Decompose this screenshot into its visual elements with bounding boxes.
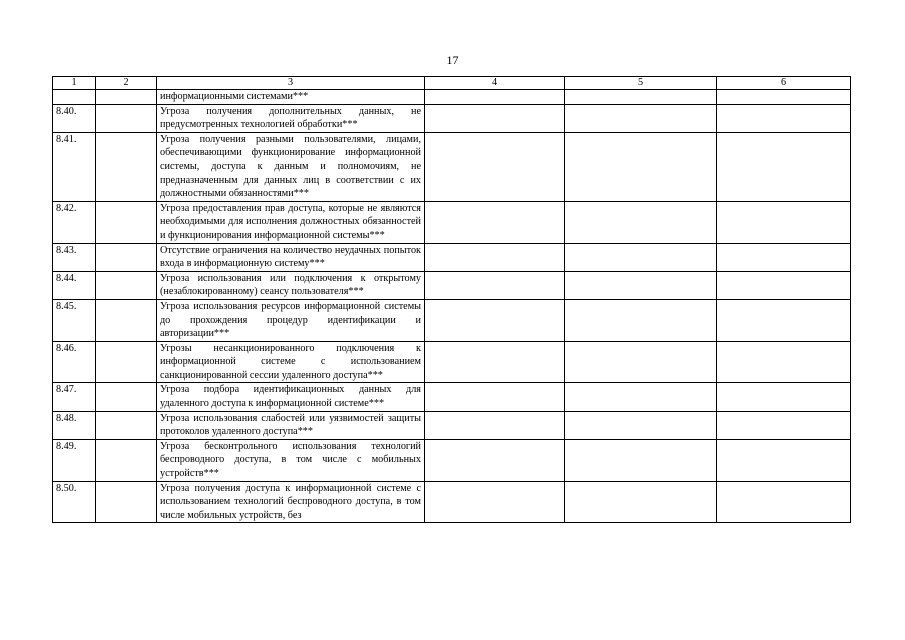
cell-col6 xyxy=(717,271,851,299)
table-header-row xyxy=(53,77,851,90)
cell-number: 8.45. xyxy=(53,299,96,341)
cell-col5 xyxy=(565,90,717,105)
cell-number: 8.48. xyxy=(53,411,96,439)
cell-col2 xyxy=(96,411,157,439)
cell-text: Угрозы несанкционированного подключения к информационной системе с использованием санкционированной сессии удаленного доступа*** xyxy=(157,341,425,383)
cell-text: Угроза использования слабостей или уязвимостей защиты протоколов удаленного доступа*** xyxy=(157,411,425,439)
table-row-continuation xyxy=(53,90,851,105)
cell-col5 xyxy=(565,481,717,523)
cell-number: 8.43. xyxy=(53,243,96,271)
cell-col2 xyxy=(96,341,157,383)
table-row xyxy=(53,481,851,523)
cell-col6 xyxy=(717,439,851,481)
cell-col6 xyxy=(717,411,851,439)
cell-number: 8.47. xyxy=(53,383,96,411)
page-number: 17 xyxy=(446,53,459,67)
cell-col5 xyxy=(565,243,717,271)
table-row xyxy=(53,299,851,341)
table-row xyxy=(53,383,851,411)
table-row xyxy=(53,201,851,243)
cell-col6 xyxy=(717,299,851,341)
cell-text: Угроза использования или подключения к открытому (незаблокированному) сеансу пользователя*** xyxy=(157,271,425,299)
cell-col4 xyxy=(425,383,565,411)
cell-col2 xyxy=(96,90,157,105)
cell-col4 xyxy=(425,201,565,243)
cell-col2 xyxy=(96,104,157,132)
cell-col2 xyxy=(96,201,157,243)
cell-number: 8.46. xyxy=(53,341,96,383)
cell-text: Угроза предоставления прав доступа, которые не являются необходимыми для исполнения должностных обязанностей и функционирования информационной системы*** xyxy=(157,201,425,243)
column-header: 2 xyxy=(96,77,157,90)
cell-col5 xyxy=(565,299,717,341)
cell-col2 xyxy=(96,383,157,411)
cell-col4 xyxy=(425,439,565,481)
table-row xyxy=(53,439,851,481)
cell-col6 xyxy=(717,243,851,271)
cell-col5 xyxy=(565,439,717,481)
cell-number: 8.44. xyxy=(53,271,96,299)
cell-col5 xyxy=(565,132,717,201)
cell-text: Угроза получения доступа к информационной системе с использованием технологий беспроводного доступа, в том числе мобильных устройств, без xyxy=(157,481,425,523)
cell-col5 xyxy=(565,383,717,411)
cell-col5 xyxy=(565,104,717,132)
table-row xyxy=(53,243,851,271)
cell-text: Отсутствие ограничения на количество неудачных попыток входа в информационную систему*** xyxy=(157,243,425,271)
cell-col4 xyxy=(425,243,565,271)
cell-text: Угроза получения разными пользователями, лицами, обеспечивающими функционирование информационной системы, доступа к данным и полномочиям, не предназначенным для данных лиц в соответствии с их должностными обязанностями*** xyxy=(157,132,425,201)
cell-col6 xyxy=(717,90,851,105)
threats-table xyxy=(52,76,851,523)
cell-number: 8.40. xyxy=(53,104,96,132)
cell-col4 xyxy=(425,104,565,132)
cell-col6 xyxy=(717,104,851,132)
table-row xyxy=(53,271,851,299)
cell-col4 xyxy=(425,132,565,201)
cell-number: 8.42. xyxy=(53,201,96,243)
cell-col2 xyxy=(96,132,157,201)
cell-col2 xyxy=(96,271,157,299)
cell-col2 xyxy=(96,481,157,523)
table-row xyxy=(53,341,851,383)
cell-text: информационными системами*** xyxy=(157,90,425,105)
column-header: 3 xyxy=(157,77,425,90)
cell-number: 8.50. xyxy=(53,481,96,523)
cell-text: Угроза подбора идентификационных данных для удаленного доступа к информационной системе*** xyxy=(157,383,425,411)
table-row xyxy=(53,411,851,439)
cell-number: 8.49. xyxy=(53,439,96,481)
cell-col2 xyxy=(96,243,157,271)
cell-col6 xyxy=(717,481,851,523)
cell-text: Угроза бесконтрольного использования технологий беспроводного доступа, в том числе с мобильных устройств*** xyxy=(157,439,425,481)
cell-text: Угроза получения дополнительных данных, не предусмотренных технологией обработки*** xyxy=(157,104,425,132)
cell-number: 8.41. xyxy=(53,132,96,201)
cell-col5 xyxy=(565,411,717,439)
cell-text: Угроза использования ресурсов информационной системы до прохождения процедур идентификации и авторизации*** xyxy=(157,299,425,341)
cell-col4 xyxy=(425,299,565,341)
cell-col6 xyxy=(717,201,851,243)
column-header: 6 xyxy=(717,77,851,90)
cell-col5 xyxy=(565,271,717,299)
column-header: 4 xyxy=(425,77,565,90)
cell-col4 xyxy=(425,341,565,383)
cell-col5 xyxy=(565,201,717,243)
cell-col6 xyxy=(717,383,851,411)
cell-number xyxy=(53,90,96,105)
table-row xyxy=(53,132,851,201)
cell-col4 xyxy=(425,90,565,105)
cell-col2 xyxy=(96,299,157,341)
column-header: 1 xyxy=(53,77,96,90)
cell-col2 xyxy=(96,439,157,481)
cell-col6 xyxy=(717,341,851,383)
cell-col4 xyxy=(425,481,565,523)
cell-col5 xyxy=(565,341,717,383)
cell-col4 xyxy=(425,271,565,299)
table-row xyxy=(53,104,851,132)
cell-col4 xyxy=(425,411,565,439)
cell-col6 xyxy=(717,132,851,201)
column-header: 5 xyxy=(565,77,717,90)
